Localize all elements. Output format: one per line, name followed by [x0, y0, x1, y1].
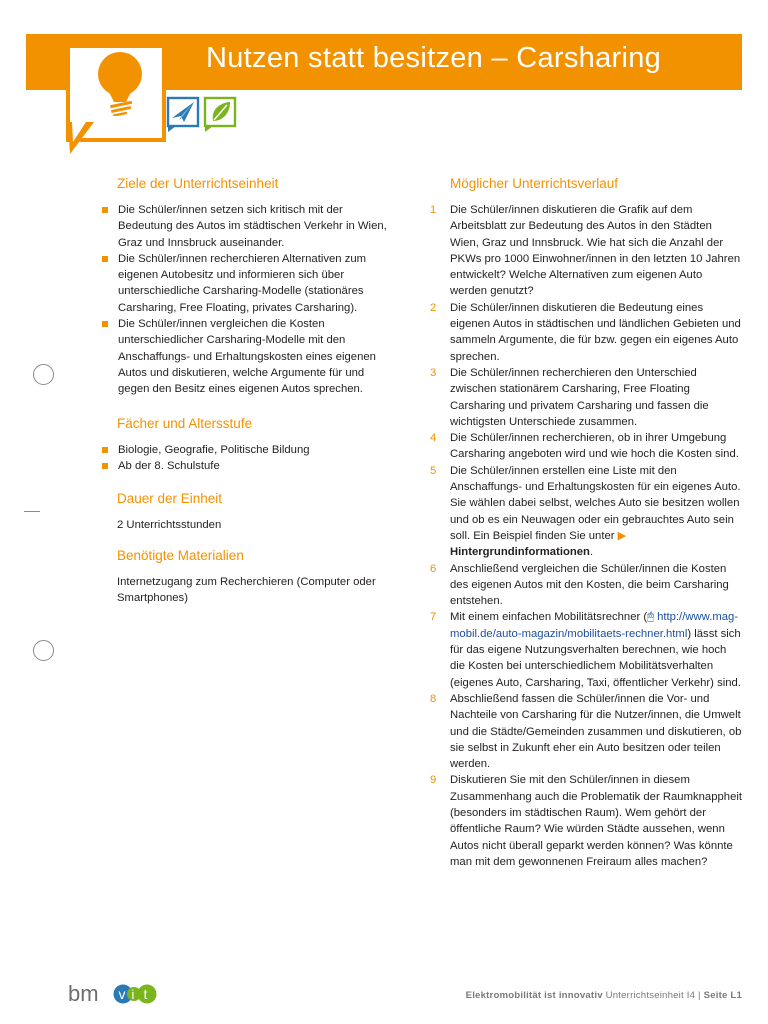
heading-dauer: Dauer der Einheit [117, 491, 223, 506]
paper-plane-icon [166, 96, 200, 132]
step-item: 9 Diskutieren Sie mit den Schüler/innen in diesem Zusammenhang auch die Problematik der Raumknappheit (besonders im städtischen Raum). Wem gehört der öffentliche Raum? Wie würden Städte aussehen, wenn Autos nicht überall geparkt werden können? Was könnte man mit dem gewonnenen Freiraum alles machen? [430, 774, 742, 868]
svg-text:i: i [131, 987, 135, 1002]
mouse-icon: 🖱 [647, 611, 658, 624]
hintergrund-link[interactable]: Hintergrundinformationen [450, 546, 590, 559]
mobilitaetsrechner-link[interactable]: http://www.mag-mobil.de/auto-magazin/mobilitaets-rechner.html [450, 611, 739, 640]
binder-hole [33, 364, 54, 385]
list-item: Ab der 8. Schulstufe [102, 458, 398, 474]
step-item: 6 Anschließend vergleichen die Schüler/innen die Kosten des eigenen Autos mit den Kosten, die beim Carsharing entstehen. [430, 562, 729, 608]
step-item: 8 Abschließend fassen die Schüler/innen die Vor- und Nachteile von Carsharing für die Nutzer/innen, die Umwelt und die Städte/Gemeinden zusammen und diskutieren, ob sie selbst in Zukunft eher ein Auto besitzen oder teilen werden. [430, 692, 742, 771]
faecher-list [102, 442, 398, 475]
svg-text:t: t [143, 986, 148, 1002]
svg-text:v: v [118, 986, 126, 1002]
bullet-square [102, 447, 108, 453]
bullet-square [102, 463, 108, 469]
list-item: Die Schüler/innen vergleichen die Kosten unterschiedlicher Carsharing-Modelle mit den Anschaffungs- und Erhaltungskosten eines eigenen Autos und diskutieren, welche Argumente für und gegen den Besitz eines eigenen Autos sprechen. [102, 316, 398, 397]
step-item: 1 Die Schüler/innen diskutieren die Grafik auf dem Arbeitsblatt zur Bedeutung des Autos in den Städten Wien, Graz und Innsbruck. Wie hat sich die Anzahl der PKWs pro 1000 Einwohner/innen in den letzten 10 Jahren entwickelt? Welche Alternativen zum eigenen Auto werden genutzt? [430, 204, 741, 298]
heading-faecher: Fächer und Altersstufe [117, 416, 253, 431]
heading-ziele: Ziele der Unterrichtseinheit [117, 176, 279, 191]
dauer-text: 2 Unterrichtsstunden [117, 519, 222, 531]
arrow-right-icon: ▶ [617, 529, 627, 542]
heading-materialien: Benötigte Materialien [117, 548, 244, 563]
page-title: Nutzen statt besitzen – Carsharing [206, 42, 662, 74]
step-item: 7 Mit einem einfachen Mobilitätsrechner (🖱 http://www.mag-mobil.de/auto-magazin/mobilitaets-rechner.html) lässt sich für das eigene Nutzungsverhalten berechnen, wie hoch die Kosten bei unterschiedlichem Mobilitätsverhalten (eigenes Auto, Carsharing, Taxi, öffentlicher Verkehr) sind. [430, 611, 741, 689]
svg-text:bm: bm [68, 981, 99, 1006]
footer-info: Elektromobilität ist innovativ Unterrichtseinheit I4 | Seite L1 [465, 990, 742, 1001]
list-item: Die Schüler/innen setzen sich kritisch mit der Bedeutung des Autos im städtischen Verkehr in Wien, Graz und Innsbruck auseinander. [102, 202, 398, 251]
step-item: 5 Die Schüler/innen erstellen eine Liste mit den Anschaffungs- und Erhaltungskosten für ein eigenes Auto. Sie wählen dabei selbst, welches Auto sie besitzen wollen und ob es ein Neuwagen oder ein gebrauchtes Auto sein soll. Ein Beispiel finden Sie unter ▶ Hintergrundinformationen. [430, 464, 741, 559]
ziele-list [102, 202, 398, 398]
step-item: 4 Die Schüler/innen recherchieren, ob in ihrer Umgebung Carsharing angeboten wird und wie hoch die Kosten sind. [430, 432, 739, 461]
list-item: Biologie, Geografie, Politische Bildung [102, 442, 398, 458]
bullet-square [102, 207, 108, 213]
list-item: Die Schüler/innen recherchieren Alternativen zum eigenen Autobesitz und informieren sich über unterschiedliche Carsharing-Modelle (stationäres Carsharing, Free Floating, privates Carsharing). [102, 251, 398, 316]
step-item: 3 Die Schüler/innen recherchieren den Unterschied zwischen stationärem Carsharing, Free Floating Carsharing und privatem Carsharing und fassen die wichtigsten Unterschiede zusammen. [430, 366, 709, 428]
bullet-square [102, 256, 108, 262]
speech-bubble-tail [68, 122, 98, 156]
bullet-square [102, 321, 108, 327]
heading-unterrichtsverlauf: Möglicher Unterrichtsverlauf [450, 176, 619, 191]
fold-mark [24, 511, 40, 512]
lightbulb-icon [90, 50, 146, 116]
materialien-text: Internetzugang zum Recherchieren (Computer oder Smartphones) [117, 576, 376, 605]
bmvit-logo [68, 980, 164, 1006]
step-item: 2 Die Schüler/innen diskutieren die Bedeutung eines eigenen Autos in städtischen und ländlichen Gebieten und sammeln Argumente, die für bzw. gegen ein eigenes Auto sprechen. [430, 301, 741, 363]
leaf-icon [203, 96, 237, 132]
binder-hole [33, 640, 54, 661]
steps-list [430, 202, 742, 870]
